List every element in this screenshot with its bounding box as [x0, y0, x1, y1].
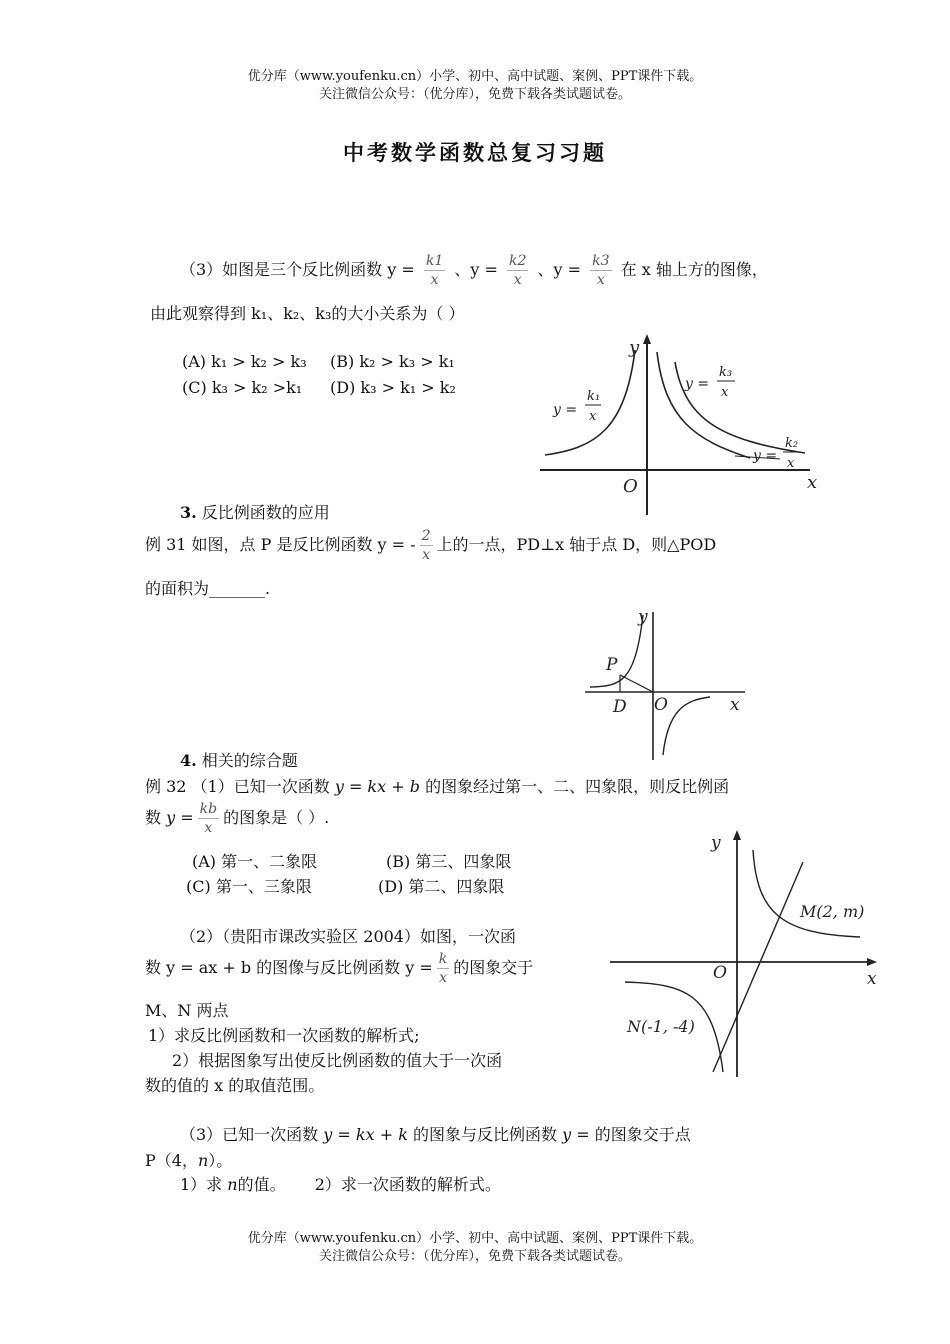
ex32-frac: $\frac{kb}{x}$: [199, 801, 218, 836]
section-3-title: 反比例函数的应用: [201, 503, 330, 522]
ex31-line1: [145, 527, 716, 564]
q3-prefix: （3）如图是三个反比例函数 y =: [180, 260, 415, 279]
fig1-label-k3: y =: [685, 376, 710, 392]
fig3-x-label: x: [867, 969, 877, 989]
q3-sep1: 、y =: [454, 260, 498, 279]
fig1-label-k1-den: x: [589, 409, 597, 424]
section-3-heading: [180, 500, 330, 523]
ex32-part2-line3: M、N 两点: [145, 1001, 229, 1020]
fig3-y-label: y: [711, 833, 721, 853]
page-footer-line2: 关注微信公众号：（优分库），免费下载各类试题试卷。: [318, 1249, 631, 1264]
figure-point-p-hyperbola: [580, 600, 760, 765]
fig3-origin-label: O: [713, 963, 727, 983]
page-footer-line1: 优分库（www.youfenku.cn）小学、初中、高中试题、案例、PPT课件下载。: [247, 1231, 703, 1246]
ex32-option-d: (D) 第二、四象限: [378, 877, 505, 896]
ex31-prefix: 例 31 如图，点 P 是反比例函数 y = -: [145, 535, 416, 554]
ex31-frac: $\frac{2}{x}$: [421, 528, 431, 563]
fig3-point-m: M(2, m): [800, 902, 865, 921]
q3-option-a: (A) k₁ > k₂ > k₃: [182, 352, 307, 371]
fig1-label-k3-den: x: [721, 385, 729, 400]
q3-frac1: $\frac{k1}{x}$: [425, 253, 444, 288]
fig2-point-p: P: [606, 655, 618, 675]
fig1-label-k1-num: k₁: [587, 389, 601, 404]
section-4-number: 4.: [180, 751, 197, 770]
fig1-label-k2-den: x: [787, 456, 795, 471]
fig1-label-k1: y =: [553, 402, 578, 418]
fig2-curve-q4: [663, 697, 710, 755]
page-title: 中考数学函数总复习习题: [343, 140, 607, 165]
q3-sep2: 、y =: [537, 260, 582, 279]
fig2-curve-q2: [590, 615, 643, 687]
section-4-title: 相关的综合题: [201, 751, 298, 770]
page-header-line2: 关注微信公众号：（优分库），免费下载各类试题试卷。: [318, 87, 631, 102]
fig1-y-label: y: [629, 337, 640, 358]
ex32-part2-line5: 2）根据图象写出使反比例函数的值大于一次函: [172, 1051, 503, 1070]
fig1-label-k2: y =: [753, 448, 778, 464]
fig3-y-arrow: [733, 830, 741, 840]
fig1-x-label: x: [807, 472, 818, 493]
ex31-suffix: 上的一点，PD⊥x 轴于点 D，则△POD: [436, 535, 717, 554]
ex32-part3-line2: P（4，n）。: [145, 1151, 233, 1170]
q3-frac2: $\frac{k2}{x}$: [509, 253, 527, 288]
ex32-option-b: (B) 第三、四象限: [386, 852, 512, 871]
fig1-label-k3-num: k₃: [719, 365, 733, 380]
q3-option-b: (B) k₂ > k₃ > k₁: [330, 352, 455, 371]
q3-suffix: 在 x 轴上方的图像，: [620, 260, 768, 279]
figure-line-and-hyperbola: [605, 822, 905, 1084]
fig1-origin-label: O: [623, 476, 638, 497]
ex31-line2: 的面积为_______.: [145, 579, 271, 598]
fig2-y-label: y: [638, 607, 648, 627]
ex32-line2: 数 y = $\frac{kb}{x}$ 的图象是（ ）.: [145, 801, 330, 836]
q3-line2: 由此观察得到 k₁、k₂、k₃的大小关系为（ ）: [150, 304, 465, 323]
q3-option-d: (D) k₃ > k₁ > k₂: [330, 378, 456, 397]
ex32-part2-line2: 数 y = ax + b 的图像与反比例函数 y = $\frac{k}{x}$ 的图象交于: [145, 951, 534, 986]
figure-three-hyperbolas: [535, 330, 825, 520]
fig2-x-label: x: [730, 695, 740, 715]
page-header-line1: 优分库（www.youfenku.cn）小学、初中、高中试题、案例、PPT课件下载。: [247, 69, 703, 84]
ex32-part2-line1: （2）（贵阳市课改实验区 2004）如图，一次函: [180, 927, 516, 946]
fig3-point-n: N(-1, -4): [627, 1017, 695, 1036]
ex32-part3-line1: （3）已知一次函数 y = kx + k 的图象与反比例函数 y = 的图象交于点: [180, 1125, 691, 1144]
fig3-x-arrow: [867, 958, 877, 966]
fig1-label-k2-num: k₂: [785, 436, 799, 451]
fig3-curve-q1: [753, 850, 860, 937]
fig2-origin-label: O: [654, 695, 668, 715]
ex32-part3-line3: 1）求 n的值。 2）求一次函数的解析式。: [180, 1175, 501, 1194]
ex32-option-c: (C) 第一、三象限: [186, 877, 312, 896]
q3-frac3: $\frac{k3}{x}$: [592, 253, 610, 288]
q3-line1: [180, 252, 768, 289]
fig2-point-d: D: [613, 697, 627, 717]
q3-option-c: (C) k₃ > k₂ >k₁: [182, 378, 303, 397]
ex32-part2-line6: 数的值的 x 的取值范围。: [145, 1076, 325, 1095]
fig1-y-arrow: [643, 334, 651, 344]
section-3-number: 3.: [180, 503, 197, 522]
fig2-segment-po: [620, 675, 653, 692]
ex32-line1: 例 32 （1）已知一次函数 y = kx + b 的图象经过第一、二、四象限，则反比例函: [145, 777, 730, 796]
ex32-option-a: (A) 第一、二象限: [192, 852, 318, 871]
fig1-curve-k3: [657, 352, 750, 458]
ex32-part2-frac: $\frac{k}{x}$: [438, 951, 448, 986]
section-4-heading: [180, 748, 298, 771]
ex32-part2-line4: 1）求反比例函数和一次函数的解析式;: [148, 1026, 420, 1045]
